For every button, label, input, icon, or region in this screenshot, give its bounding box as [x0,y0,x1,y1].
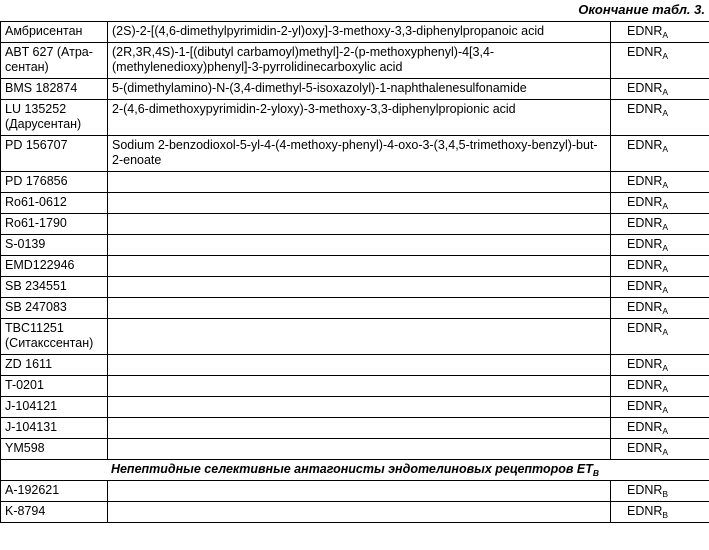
receptor-subtype: B [662,510,669,520]
receptor-subtype: A [662,51,669,61]
receptor-label: EDNR [627,45,663,59]
table-row [1,235,709,256]
chemical-name [108,481,611,502]
compound-name: T-0201 [1,376,108,397]
chemical-name [108,439,611,460]
antagonists-table [0,21,709,523]
receptor-label: EDNR [627,300,663,314]
compound-name: Амбрисентан [1,22,108,43]
receptor-cell [611,481,709,502]
receptor-cell [611,214,709,235]
receptor-cell [611,43,709,79]
section-title-text: Непептидные селективные антагонисты эндотелиновых рецепторов ET [110,462,593,476]
receptor-label: EDNR [627,81,663,95]
receptor-label: EDNR [627,279,663,293]
receptor-label: EDNR [627,102,663,116]
receptor-subtype: A [662,447,669,457]
receptor-label: EDNR [627,420,663,434]
receptor-subtype: A [662,363,669,373]
receptor-label: EDNR [627,483,663,497]
compound-name: LU 135252 (Дарусентан) [1,100,108,136]
compound-name: PD 156707 [1,136,108,172]
receptor-subtype: A [662,201,669,211]
receptor-cell [611,277,709,298]
table-row [1,502,709,523]
receptor-cell [611,502,709,523]
receptor-subtype: A [662,87,669,97]
receptor-subtype: A [662,306,669,316]
compound-name: SB 234551 [1,277,108,298]
table-row [1,397,709,418]
receptor-subtype: A [662,222,669,232]
receptor-subtype: A [662,384,669,394]
receptor-subtype: A [662,243,669,253]
receptor-subtype: A [662,264,669,274]
section-title-subscript: B [592,468,600,478]
receptor-label: EDNR [627,321,663,335]
chemical-name: (2S)-2-[(4,6-dimethylpyrimidin-2-yl)oxy]-3-methoxy-3,3-diphenylpropanoic acid [108,22,611,43]
table-row [1,277,709,298]
receptor-cell [611,22,709,43]
receptor-cell [611,355,709,376]
chemical-name [108,319,611,355]
chemical-name [108,256,611,277]
receptor-label: EDNR [627,441,663,455]
receptor-cell [611,79,709,100]
table-row [1,481,709,502]
chemical-name [108,355,611,376]
table-row [1,193,709,214]
section-header-row [1,460,709,481]
table-row [1,256,709,277]
receptor-subtype: A [662,405,669,415]
receptor-cell [611,235,709,256]
receptor-cell [611,136,709,172]
table-caption: Окончание табл. 3. [578,2,705,17]
receptor-cell [611,319,709,355]
compound-name: EMD122946 [1,256,108,277]
chemical-name [108,397,611,418]
receptor-cell [611,418,709,439]
section-title [1,460,709,481]
receptor-label: EDNR [627,258,663,272]
receptor-cell [611,397,709,418]
receptor-label: EDNR [627,357,663,371]
compound-name: BMS 182874 [1,79,108,100]
chemical-name [108,376,611,397]
receptor-subtype: A [662,285,669,295]
compound-name: YM598 [1,439,108,460]
compound-name: J-104121 [1,397,108,418]
receptor-subtype: A [662,426,669,436]
chemical-name [108,277,611,298]
chemical-name: (2R,3R,4S)-1-[(dibutyl carbamoyl)methyl]-2-(p-methoxyphenyl)-4[3,4-(methylenedioxy)phenyl]-3-pyrrolidinecarboxylic acid [108,43,611,79]
receptor-cell [611,298,709,319]
table-row [1,22,709,43]
compound-name: K-8794 [1,502,108,523]
chemical-name: Sodium 2-benzodioxol-5-yl-4-(4-methoxy-phenyl)-4-oxo-3-(3,4,5-trimethoxy-benzyl)-but-2-enoate [108,136,611,172]
chemical-name [108,214,611,235]
receptor-cell [611,376,709,397]
compound-name: J-104131 [1,418,108,439]
receptor-label: EDNR [627,399,663,413]
receptor-subtype: A [662,108,669,118]
table-row [1,100,709,136]
table-row [1,376,709,397]
receptor-label: EDNR [627,237,663,251]
receptor-label: EDNR [627,138,663,152]
chemical-name [108,418,611,439]
receptor-label: EDNR [627,504,663,518]
table-row [1,172,709,193]
chemical-name [108,193,611,214]
receptor-cell [611,256,709,277]
chemical-name [108,502,611,523]
table-row [1,79,709,100]
chemical-name: 2-(4,6-dimethoxypyrimidin-2-yloxy)-3-methoxy-3,3-diphenylpropionic acid [108,100,611,136]
chemical-name [108,235,611,256]
receptor-cell [611,100,709,136]
table-row [1,355,709,376]
receptor-cell [611,172,709,193]
receptor-label: EDNR [627,174,663,188]
receptor-cell [611,193,709,214]
receptor-label: EDNR [627,24,663,38]
receptor-subtype: A [662,327,669,337]
compound-name: S-0139 [1,235,108,256]
chemical-name [108,298,611,319]
table-row [1,439,709,460]
receptor-subtype: A [662,180,669,190]
table-row [1,418,709,439]
receptor-cell [611,439,709,460]
receptor-subtype: A [662,144,669,154]
table-row [1,43,709,79]
compound-name: Ro61-1790 [1,214,108,235]
compound-name: TBC11251 (Ситакссентан) [1,319,108,355]
table-row [1,298,709,319]
compound-name: SB 247083 [1,298,108,319]
table-row [1,136,709,172]
compound-name: A-192621 [1,481,108,502]
receptor-subtype: A [662,30,669,40]
receptor-label: EDNR [627,216,663,230]
receptor-label: EDNR [627,195,663,209]
chemical-name: 5-(dimethylamino)-N-(3,4-dimethyl-5-isoxazolyl)-1-naphthalenesulfonamide [108,79,611,100]
table-row [1,214,709,235]
receptor-subtype: B [662,489,669,499]
receptor-label: EDNR [627,378,663,392]
compound-name: ZD 1611 [1,355,108,376]
chemical-name [108,172,611,193]
compound-name: PD 176856 [1,172,108,193]
compound-name: Ro61-0612 [1,193,108,214]
table-row [1,319,709,355]
compound-name: ABT 627 (Атра-сентан) [1,43,108,79]
